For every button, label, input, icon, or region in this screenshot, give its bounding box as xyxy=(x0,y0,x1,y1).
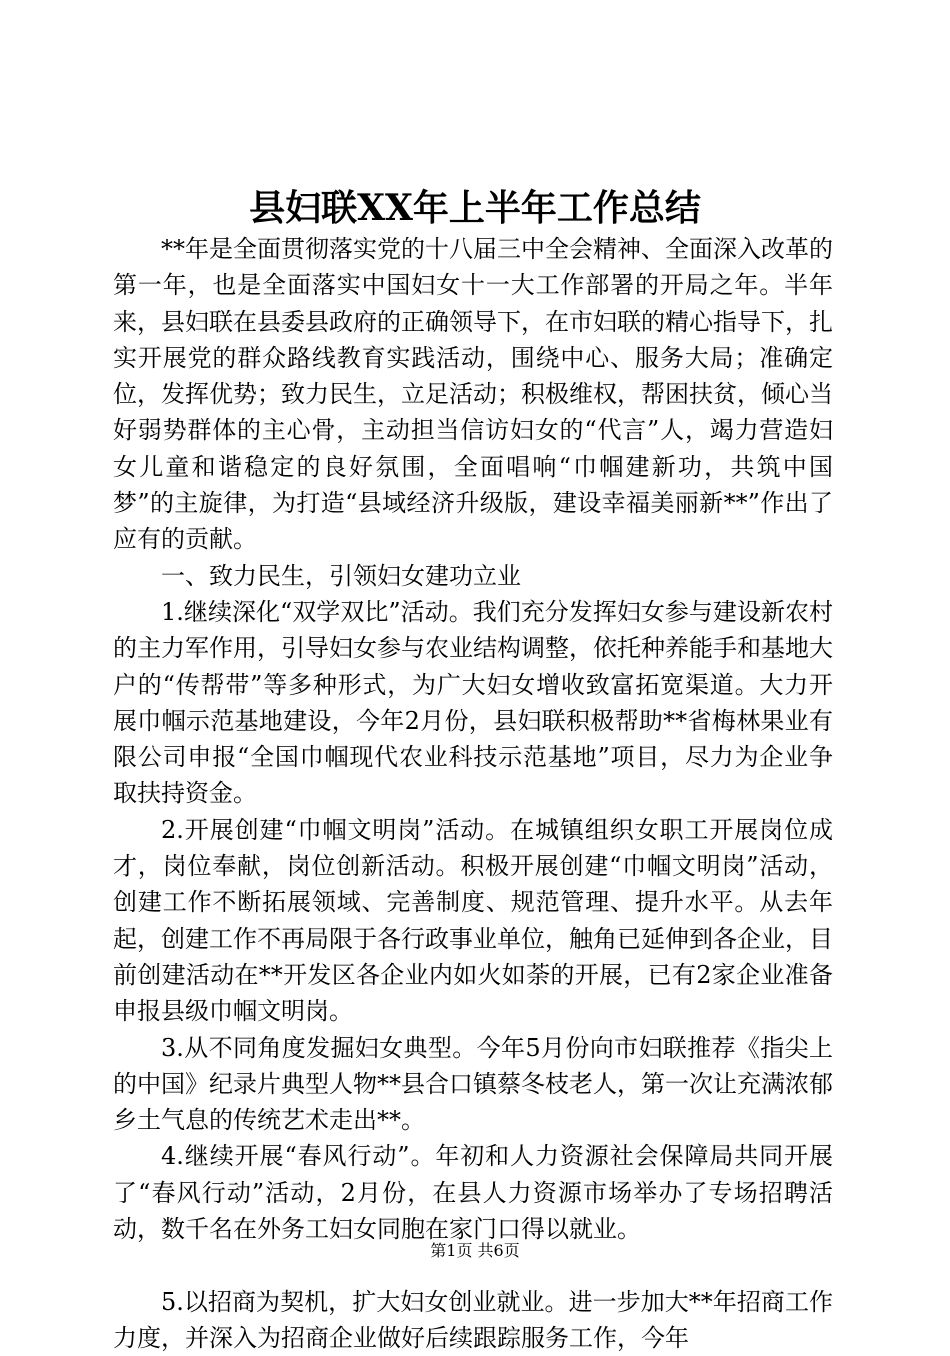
document-title: 县妇联XX年上半年工作总结 xyxy=(249,187,701,229)
item-paragraph-4: 4.继续开展“春风行动”。年初和人力资源社会保障局共同开展了“春风行动”活动，2月份，在县人力资源市场举办了专场招聘活动，数千名在外务工妇女同胞在家门口得以就业。 xyxy=(113,1142,833,1244)
item-paragraph-2: 2.开展创建“巾帼文明岗”活动。在城镇组织女职工开展岗位成才，岗位奉献，岗位创新活动。积极开展创建“巾帼文明岗”活动，创建工作不断拓展领域、完善制度、规范管理、提升水平。从去年起，创建工作不再局限于各行政事业单位，触角已延伸到各企业，目前创建活动在**开发区各企业内如火如荼的开展，已有2家企业准备申报县级巾帼文明岗。 xyxy=(113,815,833,1026)
intro-paragraph: **年是全面贯彻落实党的十八届三中全会精神、全面深入改革的第一年，也是全面落实中国妇女十一大工作部署的开局之年。半年来，县妇联在县委县政府的正确领导下，在市妇联的精心指导下，扎实开展党的群众路线教育实践活动，围绕中心、服务大局；准确定位，发挥优势；致力民生，立足活动；积极维权，帮困扶贫，倾心当好弱势群体的主心骨，主动担当信访妇女的“代言”人，竭力营造妇女儿童和谐稳定的良好氛围，全面唱响“巾帼建新功，共筑中国梦”的主旋律，为打造“县域经济升级版，建设幸福美丽新**”作出了应有的贡献。 xyxy=(113,235,833,554)
section-heading-1: 一、致力民生，引领妇女建功立业 xyxy=(161,561,521,590)
item-paragraph-3: 3.从不同角度发掘妇女典型。今年5月份向市妇联推荐《指尖上的中国》纪录片典型人物**县合口镇蔡冬枝老人，第一次让充满浓郁乡土气息的传统艺术走出**。 xyxy=(113,1033,833,1135)
page-footer: 第1页 共6页 xyxy=(430,1241,520,1260)
item-paragraph-5: 5.以招商为契机，扩大妇女创业就业。进一步加大**年招商工作力度，并深入为招商企业做好后续跟踪服务工作，今年 xyxy=(113,1287,833,1352)
document-body xyxy=(113,231,833,1356)
item-paragraph-1: 1.继续深化“双学双比”活动。我们充分发挥妇女参与建设新农村的主力军作用，引导妇女参与农业结构调整，依托种养能手和基地大户的“传帮带”等多种形式，为广大妇女增收致富拓宽渠道。大力开展巾帼示范基地建设，今年2月份，县妇联积极帮助**省梅林果业有限公司申报“全国巾帼现代农业科技示范基地”项目，尽力为企业争取扶持资金。 xyxy=(113,597,833,808)
